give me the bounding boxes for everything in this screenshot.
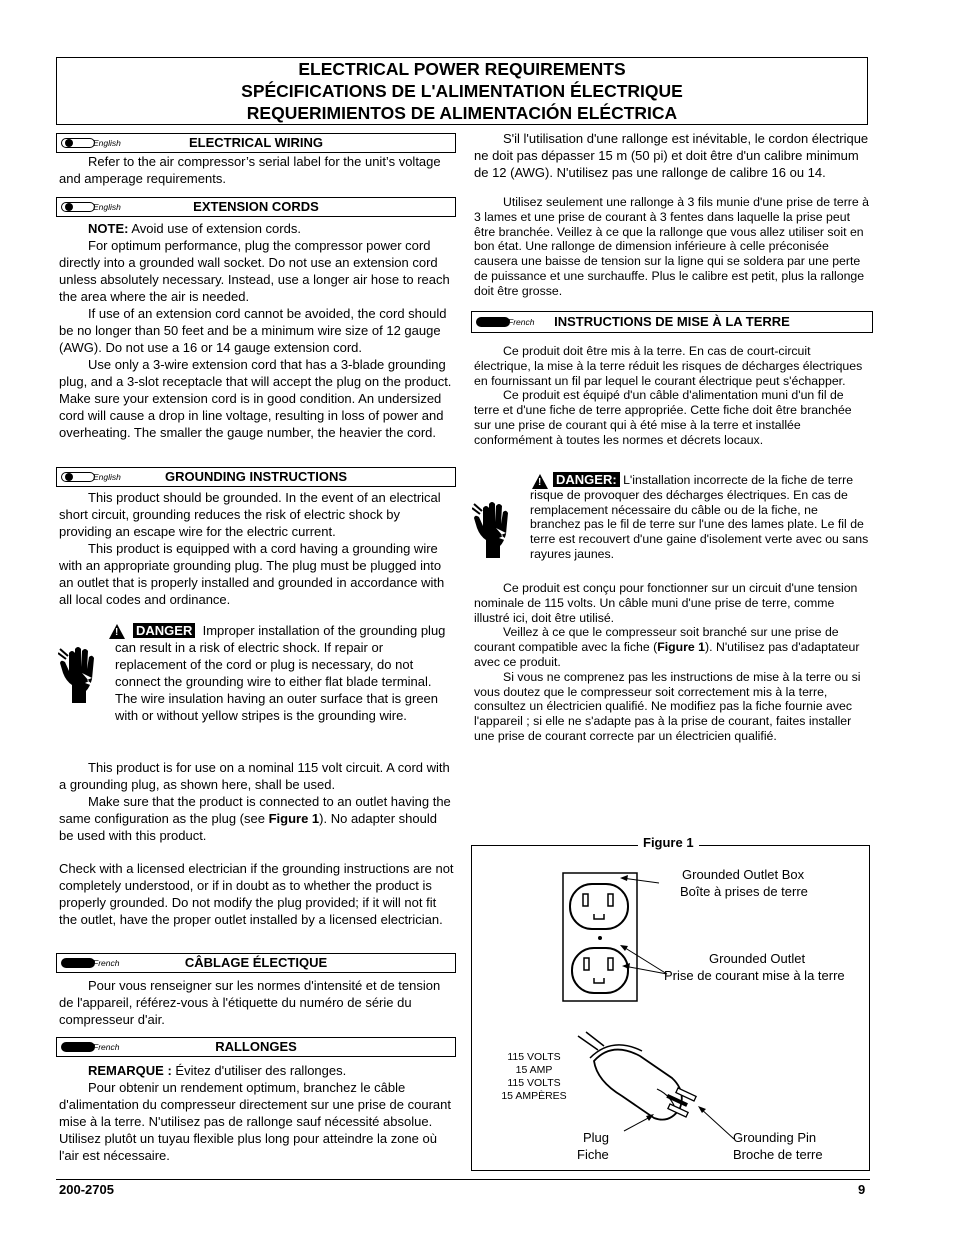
section-header-rallonges [56, 1037, 456, 1057]
grounding-text-electrician: Check with a licensed electrician if the grounding instructions are not completely understood, or if in doubt as to whether the product is properly grounded. Do not modify the plug provided; if it will not fit the outlet, have the proper outlet installed by a licensed electrician. [59, 861, 454, 927]
warning-triangle-icon: ! [109, 624, 125, 639]
language-label: French [93, 1042, 120, 1052]
electric-shock-hand-icon [472, 500, 516, 560]
section-header-cablage [56, 953, 456, 973]
danger-warning-english: DANGER Improper installation of the grounding plug can result in a risk of electric shock. If repair or replacement of the cord or plug is necessary, do not connect the grounding wire to either flat blade terminal. The wire insulation having an outer surface that is green with or without yellow stripes is the grounding wire. [115, 623, 446, 723]
section-title: ELECTRICAL WIRING [188, 135, 324, 150]
danger-warning-french: DANGER: L'installation incorrecte de la fiche de terre risque de provoquer des décharges électriques. En cas de remplacement nécessaire du câble ou de la fiche, ne branchez pas le fil de terre sur l'une des lames plate. Le fil de terre est recouvert d'une gaine d'isolement verte avec ou sans rayures jaunes. [530, 472, 869, 561]
section-header-grounding [56, 467, 456, 487]
rallonges-text-continued: S'il l'utilisation d'une rallonge est inévitable, le cordon électrique ne doit pas dépasser 15 m (50 pi) et doit être d'un calibre minimum de 12 (AWG). N'utilisez pas une rallonge de calibre 16 ou 14. [474, 131, 869, 180]
cablage-text: Pour vous renseigner sur les normes d'intensité et de tension de l'appareil, référez-vous à l'étiquette du numéro de série du compresseur d'air. [59, 978, 441, 1027]
rallonges-text-3-wire: Utilisez seulement une rallonge à 3 fils munie d'une prise de terre à 3 lames et une prise de courant à 3 fentes dans laquelle la prise peut être branchée. Veillez à ce que la rallonge que vous allez utiliser soit en bon état. Une rallonge de dimension inférieure à celle préconisée causera une baisse de tension sur la ligne qui se soldera par une perte de puissance et une surchauffe. Plus le calibre est petit, plus la rallonge doit être grosse. [474, 195, 869, 298]
danger-badge: DANGER [133, 623, 195, 638]
document-number: 200-2705 [59, 1182, 114, 1197]
wiring-text: Refer to the air compressor’s serial label for the unit’s voltage and amperage requirements. [59, 154, 441, 186]
grounding-pin-label-en: Grounding Pin [733, 1130, 817, 1145]
language-label: English [93, 138, 121, 148]
plug-icon [578, 1032, 696, 1120]
plug-label-fr: Fiche [577, 1147, 609, 1162]
warning-triangle-icon: ! [532, 474, 548, 489]
outlet-receptacle-icon [570, 884, 628, 929]
grounding-text-continued: This product is for use on a nominal 115 volt circuit. A cord with a grounding plug, as shown here, shall be used. Make sure that the product is connected to an outlet having the same configuration as the plug (see Figure 1). No adapter should be used with this product. [59, 760, 451, 843]
grounding-pin-label-fr: Broche de terre [733, 1147, 823, 1162]
section-title: EXTENSION CORDS [193, 199, 319, 214]
grounding-text: This product should be grounded. In the event of an electrical short circuit, grounding reduces the risk of electric shock by providing an escape wire for the electric current. This product is equipped with a cord having a grounding wire with an appropriate grounding plug. The plug must be plugged into an outlet that is properly installed and grounded in accordance with all local codes and ordinance. [59, 490, 445, 607]
footer-divider [56, 1179, 870, 1180]
section-header-extension-cords [56, 197, 456, 217]
outlet-label-en: Grounded Outlet [709, 951, 806, 966]
danger-badge: DANGER: [553, 472, 620, 487]
outlet-box-label-fr: Boîte à prises de terre [680, 884, 808, 899]
mise-a-la-terre-text: Ce produit doit être mis à la terre. En cas de court-circuit électrique, la mise à la terre réduit les risques de décharges électriques en fournissant un fil par lequel le courant électrique peut s'échapper. Ce produit est équipé d'un câble d'alimentation muni d'un fil de terre et d'une fiche de terre appropriée. Cette fiche doit être branchée sur une prise de courant qui à été mise à la terre et installée conformément à toutes les normes et décrets locaux. [474, 344, 863, 447]
rallonges-text: REMARQUE : Évitez d'utiliser des rallonges. Pour obtenir un rendement optimum, branchez le câble d'alimentation du compresseur directement sur une prise de courant mise à la terre. N'utilisez pas de rallonge sauf nécessité absolue. Utilisez plutôt un tuyau flexible plus long pour atteindre la zone où l'air est nécessaire. [59, 1063, 451, 1163]
outlet-receptacle-icon [572, 948, 628, 993]
section-header-electrical-wiring [56, 133, 456, 153]
outlet-label-fr: Prise de courant mise à la terre [664, 968, 845, 983]
title-english: ELECTRICAL POWER REQUIREMENTS [298, 59, 626, 79]
page-number: 9 [858, 1182, 866, 1197]
outlet-and-plug-illustration [472, 846, 869, 1170]
electric-shock-hand-icon [58, 645, 102, 705]
outlet-box-label-en: Grounded Outlet Box [682, 867, 805, 882]
plug-specs: 115 VOLTS 15 AMP 115 VOLTS 15 AMPÈRES [501, 1051, 567, 1102]
section-title: CÂBLAGE ÉLECTIQUE [184, 955, 328, 970]
figure-label: Figure 1 [638, 835, 699, 850]
language-label: French [508, 317, 535, 327]
language-label: French [93, 958, 120, 968]
section-title: GROUNDING INSTRUCTIONS [165, 469, 347, 484]
language-label: English [93, 202, 121, 212]
language-label: English [93, 472, 121, 482]
title-spanish: REQUERIMIENTOS DE ALIMENTACIÓN ELÉCTRICA [246, 103, 678, 123]
extension-cords-text: NOTE: Avoid use of extension cords. For optimum performance, plug the compressor power cord directly into a grounded wall socket. Do not use an extension cord unless absolutely necessary. Instead, use a longer air hose to reach the area where the air is needed. If use of an extension cord cannot be avoided, the cord should be no longer than 50 feet and be a minimum wire size of 12 gauge (AWG). Do not use a 16 or 14 gauge extension cord. Use only a 3-wire extension cord that has a 3-blade grounding plug, and a 3-slot receptacle that will accept the plug on the product. Make sure your extension cord is in good condition. An undersized cord will cause a drop in line voltage, resulting in loss of power and overheating. The smaller the gauge number, the heavier the cord. [59, 221, 452, 440]
mise-a-la-terre-text-continued: Ce produit est conçu pour fonctionner sur un circuit d'une tension nominale de 115 volts. Un câble muni d'une prise de terre, comme illustré ici, doit être utilisé. Veillez à ce que le compresseur soit branché sur une prise de courant compatible avec la fiche (Figure 1). N'utilisez pas d'adaptateur avec ce produit. Si vous ne comprenez pas les instructions de mise à la terre ou si vous doutez que le compresseur soit correctement mis à la terre, consultez un électricien qualifié. Ne modifiez pas la fiche fournie avec l'appareil ; si elle ne s'adapte pas à la prise de courant, faites installer une prise de courant correcte par un électricien qualifié. [474, 581, 861, 743]
title-french: SPÉCIFICATIONS DE L'ALIMENTATION ÉLECTRIQUE [241, 81, 683, 101]
section-header-mise-a-la-terre [471, 311, 873, 333]
page-title-box [56, 57, 868, 125]
section-title: INSTRUCTIONS DE MISE À LA TERRE [554, 314, 790, 329]
section-title: RALLONGES [215, 1039, 297, 1054]
plug-label-en: Plug [583, 1130, 610, 1145]
